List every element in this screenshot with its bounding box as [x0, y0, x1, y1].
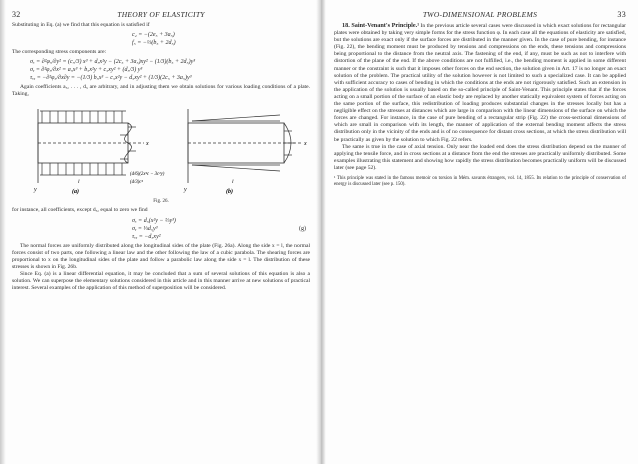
right-running-title: TWO-DIMENSIONAL PROBLEMS: [422, 10, 538, 19]
book-spine: [316, 0, 326, 464]
figure-26a-annotation-2: (d/3)c²: [130, 180, 143, 186]
figure-26a-plate: [38, 109, 144, 186]
figure-26b-y-label: y: [184, 187, 187, 194]
equation-g-sigma-y: [132, 225, 310, 233]
equation-c4: c₄ = −(2e₅ + 3a₅): [132, 32, 175, 39]
figure-26a-top-arrows: [40, 111, 126, 123]
equation-number-g: (g): [299, 225, 306, 232]
saint-venant-paragraph-1: [334, 22, 626, 144]
figure-26b-end-parabola: [284, 123, 295, 163]
figure-26b-x-label: x: [304, 141, 307, 148]
stress-equations: [12, 58, 310, 82]
right-page: [334, 10, 626, 460]
figure-26: [12, 101, 310, 197]
right-page-number: 33: [617, 10, 626, 19]
figure-26a-bottom-arrows: [40, 163, 126, 175]
instance-paragraph: for instance, all coefficients, except d₅, equal to zero we find: [12, 207, 148, 214]
coefficient-paragraph: Again coefficients a₅, . . . , d₅ are arbitrary, and in adjusting them we obtain solutions for various loading conditions of a plate. Taking,: [12, 84, 310, 98]
superposition-paragraph: Since Eq. (a) is a linear differential equation, it may be concluded that a sum of several solutions of this equation is also a solution. We can superpose the elementary solutions considered in this article and in this manner arrive at new solutions of practical interest. Several examples of the application of this method of superposition will be considered.: [12, 270, 310, 292]
coefficient-equations: [12, 31, 310, 47]
footnote: ¹ This principle was stated in the famous memoir on torsion in Mém. savants étrangers, vol. 14, 1855. Its relation to the principle of conservation of energy is discussed later (see p. 150).: [334, 175, 626, 187]
figure-26b-l-label: l: [232, 179, 234, 186]
equation-tau-xy: τₓᵧ = −∂²φ₅/∂x∂y = −(1/3) b₅x³ − c₅x²y − d₅xy² + (1/3)(2c₅ + 3a₅)y³: [30, 75, 192, 82]
figure-26b-label: (b): [226, 189, 233, 196]
figure-26a-label: (a): [72, 189, 79, 196]
saint-venant-paragraph-1-text: In the previous article several cases were discussed in which exact solutions for rectangular plates were obtained by taking very simple forms for the stress function φ. In each case all the equations of elasticity are satisfied, but the solutions are exact only if the surface forces are distributed in the manner given. In the case of pure bending, for instance (Fig. 22), the bending moment must be produced by tensions and compressions on the ends, these tensions and compressions being proportional to the distance from the neutral axis. The fastening of the end, if any, must be such as not to interfere with distortion of the plane of the end. If the above conditions are not fulfilled, i.e., the bending moment is applied in some different manner or the constraint is such that it imposes other forces on the end section, the solution given in Art. 17 is no longer an exact solution of the problem. The practical utility of the solution however is not limited to such a specialized case. It can be applied with sufficient accuracy to cases of bending in which the conditions at the ends are not rigorously satisfied. Such an extension in the application of the solution is usually based on the so-called principle of Saint-Venant. This principle states that if the forces acting on a small portion of the surface of an elastic body are replaced by another statically equivalent system of forces acting on the same portion of the surface, this redistribution of loading produces substantial changes in the stresses locally but has a negligible effect on the stresses at distances which are large in comparison with the linear dimensions of the surface on which the forces are changed. For instance, in the case of pure bending of a rectangular strip (Fig. 22) the cross-sectional dimensions of which are small in comparison with its length, the manner of application of the external bending moment affects the stress distribution only in the vicinity of the ends and is of no consequence for distant cross sections, at which the stress distribution will be practically as given by the solution to which Fig. 22 refers.: [334, 23, 626, 143]
figure-26-caption: Fig. 26.: [153, 199, 169, 205]
saint-venant-paragraph-2: The same is true in the case of axial tension. Only near the loaded end does the stress distribution depend on the manner of applying the tensile force, and in cross sections at a distance from the end the stresses are practically uniformly distributed. Some examples illustrating this statement and showing how rapidly the stress distribution becomes practically uniform will be discussed later (see page 52).: [334, 143, 626, 171]
normal-forces-paragraph: The normal forces are uniformly distributed along the longitudinal sides of the plate (Fig. 26a). Along the side x = l, the normal forces consist of two parts, one following a linear law and the other following the law of a cubic parabola. The shearing forces are proportional to x on the longitudinal sides of the plate and follow a parabolic law along the side x = l. The distribution of these stresses is shown in Fig. 26b.: [12, 242, 310, 270]
figure-26a-l-label: l: [78, 179, 80, 186]
equation-g-sigma-y-text: σᵧ = ⅓d₅y³: [132, 225, 158, 232]
stress-intro-text: The corresponding stress components are:: [12, 49, 107, 56]
equation-g-tau-xy: τₓᵧ = −d₅xy²: [132, 233, 161, 240]
equation-f5: f₅ = −⅓(b₅ + 2d₅): [132, 40, 176, 47]
equation-sigma-x: σₓ = ∂²φ₅/∂y² = (c₅/3) x³ + d₅x²y − (2c₅ + 3a₅)xy² − (1/3)(b₅ + 2d₅)y³: [30, 59, 196, 66]
left-running-head: [12, 10, 310, 22]
figure-26a-x-label: x: [146, 141, 149, 148]
equation-sigma-y: σᵧ = ∂²φ₅/∂x² = a₅x³ + b₅x²y + c₅xy² + (d₅/3) y³: [30, 67, 143, 74]
equation-group-g: [12, 217, 310, 241]
section-title: 18. Saint-Venant's Principle.¹: [342, 22, 420, 29]
right-running-head: [334, 10, 626, 22]
left-running-title: THEORY OF ELASTICITY: [117, 10, 205, 19]
equation-g-sigma-x: σₓ = d₅(x²y − ⅔y³): [132, 217, 176, 224]
intro-text: Substituting in Eq. (a) we find that this equation is satisfied if: [12, 22, 150, 28]
figure-26-diagram: [12, 101, 310, 197]
figure-26a-y-label: y: [34, 187, 37, 194]
page-edge-shadow: [0, 0, 6, 464]
left-page: [12, 10, 310, 460]
figure-26a-annotation-1: (d/6)(2x³c − 3c²y): [130, 172, 165, 178]
left-page-number: 32: [12, 10, 21, 19]
